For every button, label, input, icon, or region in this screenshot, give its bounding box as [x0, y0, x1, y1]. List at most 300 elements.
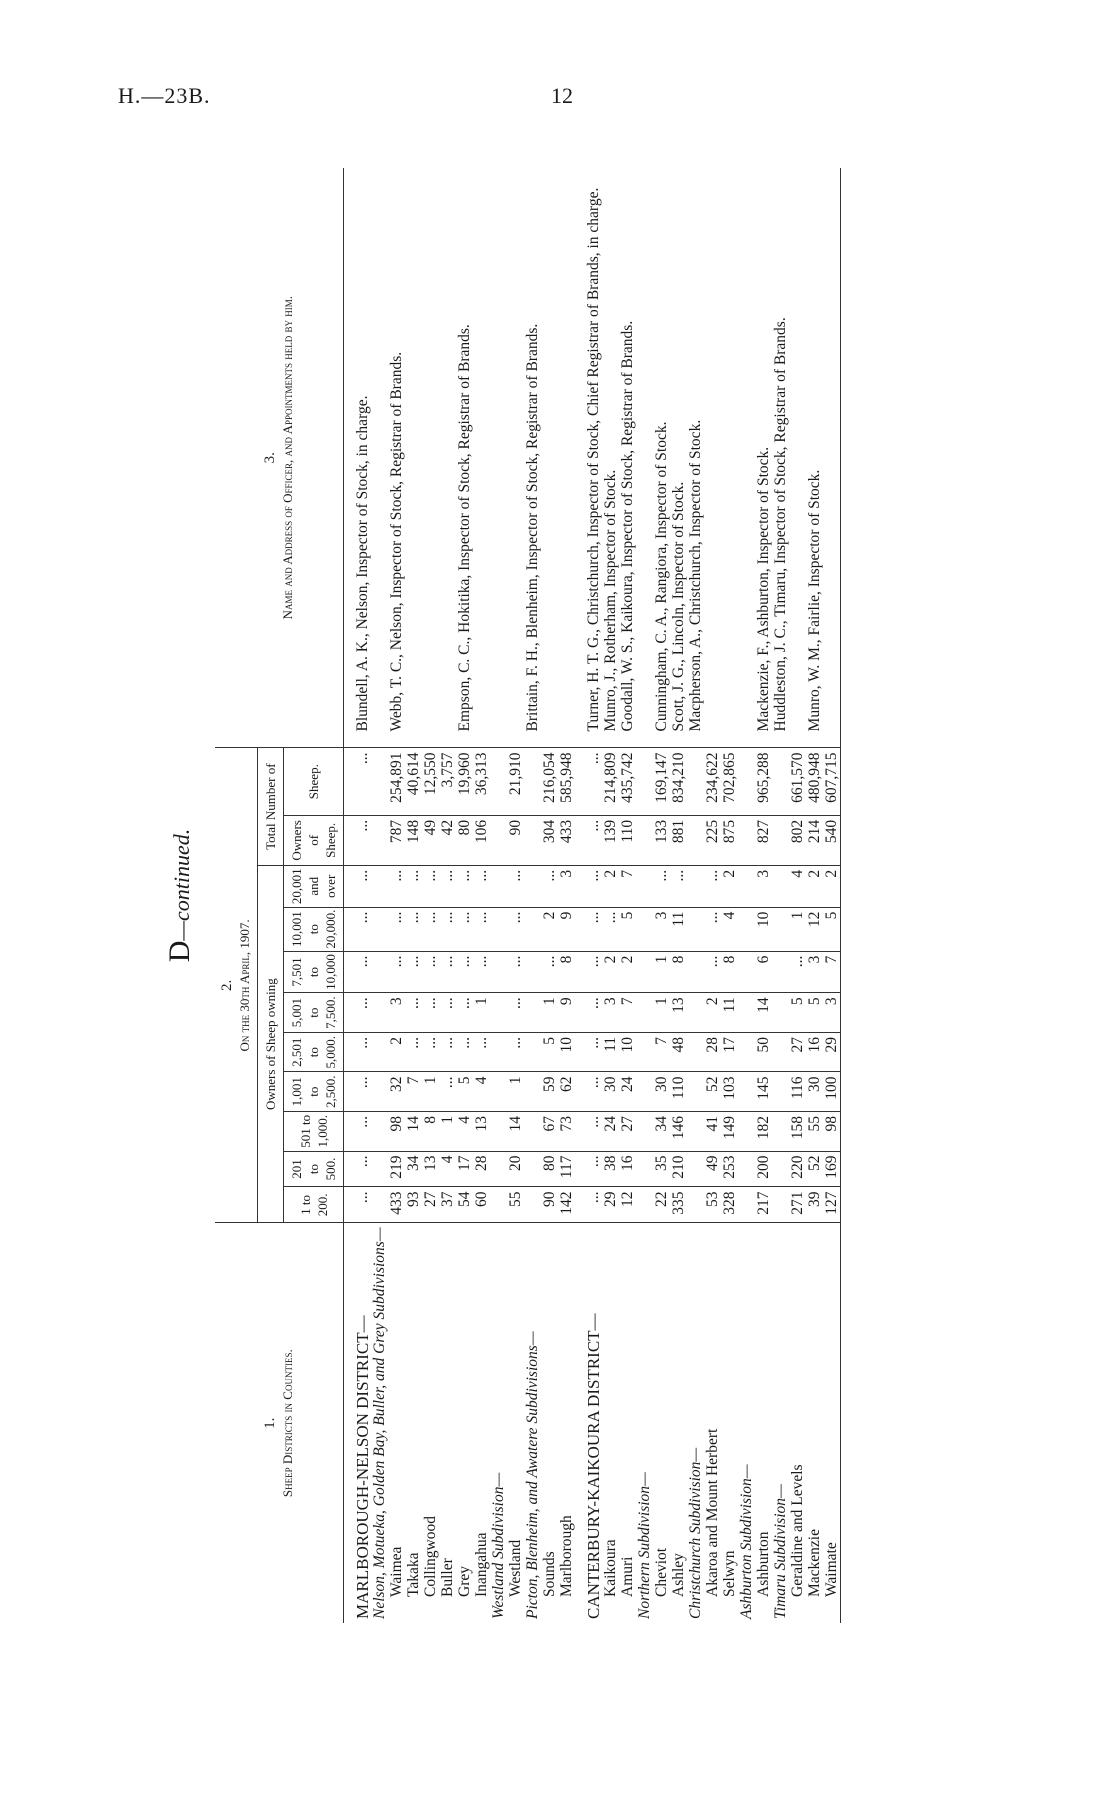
- subdivision-name: Westland Subdivision—: [490, 1223, 507, 1623]
- owners-range-cell: 9: [558, 993, 575, 1033]
- owners-range-cell: ...: [575, 1072, 602, 1112]
- owners-range-cell: 433: [388, 1187, 405, 1223]
- owners-range-cell: 12: [806, 907, 823, 951]
- district-name: CANTERBURY-KAIKOURA DISTRICT—: [575, 1223, 602, 1623]
- sheep-total-cell: 169,147: [653, 748, 670, 815]
- county-name: Buller: [439, 1223, 456, 1623]
- owners-total-cell: 802: [789, 815, 806, 865]
- owners-range-cell: [772, 907, 789, 951]
- county-name: Takaka: [405, 1223, 422, 1623]
- owners-range-cell: 146: [670, 1112, 687, 1152]
- owners-range-cell: ...: [473, 907, 490, 951]
- table-row: [524, 168, 541, 1623]
- owners-range-cell: [524, 907, 541, 951]
- owners-total-cell: [636, 815, 653, 865]
- owners-range-cell: [772, 1112, 789, 1152]
- county-name: Selwyn: [721, 1223, 738, 1623]
- sheep-total-cell: 661,570: [789, 748, 806, 815]
- owners-range-cell: 73: [558, 1112, 575, 1152]
- sheep-total-cell: 21,910: [507, 748, 524, 815]
- county-name: Kaikoura: [602, 1223, 619, 1623]
- owners-total-cell: 827: [755, 815, 772, 865]
- owners-range-cell: 98: [388, 1112, 405, 1152]
- subdivision-name: Ashburton Subdivision—: [738, 1223, 755, 1623]
- total-group-header: Total Number of: [258, 748, 284, 865]
- owners-range-cell: 34: [405, 1151, 422, 1187]
- officer-cell: Empson, C. C., Hokitika, Inspector of Stock, Registrar of Brands.: [456, 324, 473, 732]
- range-header: 10,001 to 20,000.: [284, 907, 344, 951]
- owners-range-cell: [636, 907, 653, 951]
- owners-range-cell: 16: [806, 1032, 823, 1072]
- county-name: Grey: [456, 1223, 473, 1623]
- owners-range-cell: [687, 951, 704, 993]
- owners-total-cell: 875: [721, 815, 738, 865]
- owners-range-cell: [490, 1072, 507, 1112]
- owners-range-cell: 2: [721, 865, 738, 907]
- owners-range-cell: [687, 1032, 704, 1072]
- sheep-total-cell: [524, 748, 541, 815]
- county-name: Akaroa and Mount Herbert: [704, 1223, 721, 1623]
- officer-cell: [738, 168, 755, 748]
- owners-range-cell: [687, 865, 704, 907]
- owners-range-cell: 17: [456, 1151, 473, 1187]
- owners-range-cell: 1: [473, 993, 490, 1033]
- officer-cell: Munro, J., Rotherham, Inspector of Stock.: [602, 469, 619, 732]
- owners-range-cell: 117: [558, 1151, 575, 1187]
- owners-range-cell: ...: [439, 1072, 456, 1112]
- officer-cell: [636, 168, 653, 748]
- owners-range-cell: [490, 1151, 507, 1187]
- owners-range-cell: 328: [721, 1187, 738, 1223]
- owners-range-cell: 7: [405, 1072, 422, 1112]
- owners-range-cell: ...: [456, 865, 473, 907]
- district-name: MARLBOROUGH-NELSON DISTRICT—: [344, 1223, 372, 1623]
- owners-range-cell: [772, 1151, 789, 1187]
- owners-total-cell: 110: [619, 815, 636, 865]
- owners-range-cell: 14: [507, 1112, 524, 1152]
- page-number: 12: [551, 83, 573, 108]
- owners-range-cell: [371, 1112, 388, 1152]
- owners-range-cell: ...: [422, 907, 439, 951]
- owners-range-cell: ...: [439, 951, 456, 993]
- owners-range-cell: 55: [507, 1187, 524, 1223]
- owners-range-cell: 12: [619, 1187, 636, 1223]
- range-header: 1,001 to 2,500.: [284, 1072, 344, 1112]
- table-row: [490, 168, 507, 1623]
- owners-range-cell: [772, 1187, 789, 1223]
- officer-cell: [721, 168, 738, 748]
- owners-range-cell: 52: [704, 1072, 721, 1112]
- owners-range-cell: ...: [575, 993, 602, 1033]
- table-row: [823, 168, 841, 1623]
- owners-range-cell: 11: [602, 1032, 619, 1072]
- rotated-table-page: [155, 168, 1025, 1623]
- owners-range-cell: 271: [789, 1187, 806, 1223]
- owners-range-cell: ...: [575, 951, 602, 993]
- owners-range-cell: 24: [602, 1112, 619, 1152]
- owners-range-cell: 2: [704, 993, 721, 1033]
- owners-range-cell: 182: [755, 1112, 772, 1152]
- owners-total-cell: ...: [344, 815, 372, 865]
- officer-cell: [789, 168, 806, 748]
- owners-range-cell: 2: [602, 865, 619, 907]
- owners-total-cell: [371, 815, 388, 865]
- owners-range-cell: [524, 1032, 541, 1072]
- county-name: Mackenzie: [806, 1223, 823, 1623]
- officer-cell: [473, 168, 490, 748]
- owners-total-cell: 139: [602, 815, 619, 865]
- sheep-total-header: Sheep.: [284, 748, 344, 815]
- subdivision-name: Picton, Blenheim, and Awatere Subdivisions—: [524, 1223, 541, 1623]
- owners-range-cell: ...: [473, 951, 490, 993]
- sheep-total-cell: [490, 748, 507, 815]
- sheep-total-cell: 607,715: [823, 748, 841, 815]
- owners-range-cell: 110: [670, 1072, 687, 1112]
- owners-total-cell: 214: [806, 815, 823, 865]
- owners-range-cell: [371, 1072, 388, 1112]
- col2-number: 2.: [219, 979, 235, 992]
- table-row: [806, 168, 823, 1623]
- owners-range-cell: 5: [823, 907, 841, 951]
- sheep-total-cell: 216,054: [541, 748, 558, 815]
- county-name: Waimate: [823, 1223, 841, 1623]
- table-row: [789, 168, 806, 1623]
- owners-range-cell: [371, 1187, 388, 1223]
- officer-cell: [823, 168, 841, 748]
- owners-range-cell: 80: [541, 1151, 558, 1187]
- officer-cell: Scott, J. G., Lincoln, Inspector of Stock.: [670, 481, 687, 732]
- sheep-total-cell: 435,742: [619, 748, 636, 815]
- owners-range-cell: ...: [507, 865, 524, 907]
- county-name: Amuri: [619, 1223, 636, 1623]
- owners-range-cell: 8: [422, 1112, 439, 1152]
- owners-range-cell: 60: [473, 1187, 490, 1223]
- owners-range-cell: [636, 951, 653, 993]
- county-name: Cheviot: [653, 1223, 670, 1623]
- col1-title: Sheep Districts in Counties.: [280, 1349, 295, 1498]
- owners-range-cell: 103: [721, 1072, 738, 1112]
- owners-range-cell: 7: [619, 865, 636, 907]
- owners-range-cell: 27: [789, 1032, 806, 1072]
- owners-range-cell: 35: [653, 1151, 670, 1187]
- owners-range-cell: ...: [507, 1032, 524, 1072]
- owners-range-cell: 6: [755, 951, 772, 993]
- owners-range-cell: [738, 1151, 755, 1187]
- owners-range-cell: [490, 1112, 507, 1152]
- owners-range-cell: ...: [653, 865, 670, 907]
- owners-range-cell: [524, 1151, 541, 1187]
- officer-cell: Goodall, W. S., Kaikoura, Inspector of Stock, Registrar of Brands.: [619, 320, 636, 732]
- officer-cell: [704, 168, 721, 748]
- owners-range-cell: ...: [344, 1112, 372, 1152]
- owners-total-header: Owners of Sheep.: [284, 815, 344, 865]
- owners-range-cell: 39: [806, 1187, 823, 1223]
- owners-range-cell: [772, 1072, 789, 1112]
- owners-range-cell: ...: [344, 1151, 372, 1187]
- col3-title: Name and Address of Officer, and Appointments held by him.: [280, 296, 295, 620]
- owners-range-cell: 20: [507, 1151, 524, 1187]
- range-header: 201 to 500.: [284, 1151, 344, 1187]
- owners-range-cell: 62: [558, 1072, 575, 1112]
- owners-range-cell: [738, 1112, 755, 1152]
- county-name: Ashley: [670, 1223, 687, 1623]
- sheep-total-cell: [772, 748, 789, 815]
- owners-range-cell: 11: [721, 993, 738, 1033]
- owners-range-cell: 1: [653, 993, 670, 1033]
- sheep-total-cell: 585,948: [558, 748, 575, 815]
- owners-range-cell: 27: [422, 1187, 439, 1223]
- owners-range-cell: 8: [721, 951, 738, 993]
- sheep-total-cell: 40,614: [405, 748, 422, 815]
- owners-range-cell: 22: [653, 1187, 670, 1223]
- owners-range-cell: ...: [473, 865, 490, 907]
- owners-range-cell: [772, 951, 789, 993]
- owners-range-cell: 4: [473, 1072, 490, 1112]
- owners-range-cell: 53: [704, 1187, 721, 1223]
- owners-range-cell: 13: [670, 993, 687, 1033]
- owners-range-cell: ...: [388, 951, 405, 993]
- owners-range-cell: 11: [670, 907, 687, 951]
- range-header: 7,501 to 10,000: [284, 951, 344, 993]
- owners-range-cell: ...: [422, 951, 439, 993]
- table-row: [405, 168, 422, 1623]
- owners-range-cell: 93: [405, 1187, 422, 1223]
- owners-range-cell: ...: [575, 1032, 602, 1072]
- sheep-total-cell: 19,960: [456, 748, 473, 815]
- section-title: [163, 168, 197, 1623]
- owners-range-cell: 28: [704, 1032, 721, 1072]
- section-continued: —continued.: [169, 828, 194, 941]
- owners-total-cell: 49: [422, 815, 439, 865]
- owners-total-cell: [772, 815, 789, 865]
- sheep-total-cell: 480,948: [806, 748, 823, 815]
- owners-range-cell: ...: [344, 951, 372, 993]
- owners-range-cell: ...: [439, 993, 456, 1033]
- owners-range-cell: ...: [704, 865, 721, 907]
- owners-range-cell: 4: [721, 907, 738, 951]
- range-header: 2,501 to 5,000.: [284, 1032, 344, 1072]
- owners-range-cell: 149: [721, 1112, 738, 1152]
- owners-range-cell: 3: [823, 993, 841, 1033]
- county-name: Ashburton: [755, 1223, 772, 1623]
- owners-range-cell: ...: [704, 951, 721, 993]
- officer-cell: Cunningham, C. A., Rangiora, Inspector of Stock.: [653, 421, 670, 732]
- owners-range-cell: 90: [541, 1187, 558, 1223]
- owners-range-cell: ...: [422, 993, 439, 1033]
- owners-total-cell: [524, 815, 541, 865]
- owners-range-cell: 8: [558, 951, 575, 993]
- owners-range-cell: 2: [541, 907, 558, 951]
- table-row: [636, 168, 653, 1623]
- owners-range-cell: 52: [806, 1151, 823, 1187]
- owners-range-cell: ...: [344, 1072, 372, 1112]
- owners-range-cell: 4: [456, 1112, 473, 1152]
- sheep-total-cell: [371, 748, 388, 815]
- owners-range-cell: 142: [558, 1187, 575, 1223]
- owners-range-cell: 5: [456, 1072, 473, 1112]
- owners-range-cell: ...: [344, 993, 372, 1033]
- owners-range-cell: [738, 1032, 755, 1072]
- owners-range-cell: 4: [439, 1151, 456, 1187]
- owners-range-cell: [636, 1151, 653, 1187]
- owners-range-cell: [636, 1072, 653, 1112]
- owners-range-cell: ...: [405, 865, 422, 907]
- owners-range-cell: [524, 1112, 541, 1152]
- table-row: [456, 168, 473, 1623]
- owners-range-cell: [636, 1187, 653, 1223]
- sheep-total-cell: [636, 748, 653, 815]
- owners-total-cell: 433: [558, 815, 575, 865]
- table-row: [388, 168, 405, 1623]
- sheep-total-cell: 3,757: [439, 748, 456, 815]
- table-row: [507, 168, 524, 1623]
- owners-range-cell: 100: [823, 1072, 841, 1112]
- owners-range-cell: 48: [670, 1032, 687, 1072]
- officer-cell: Blundell, A. K., Nelson, Inspector of Stock, in charge.: [354, 395, 371, 732]
- officer-cell: Brittain, F. H., Blenheim, Inspector of Stock, Registrar of Brands.: [524, 323, 541, 732]
- sheep-total-cell: [687, 748, 704, 815]
- owners-range-cell: ...: [507, 907, 524, 951]
- owners-total-cell: 133: [653, 815, 670, 865]
- owners-range-cell: [636, 865, 653, 907]
- owners-range-cell: ...: [575, 1151, 602, 1187]
- officer-cell: Mackenzie, F., Ashburton, Inspector of Stock.: [755, 446, 772, 732]
- owners-range-cell: 7: [823, 951, 841, 993]
- sheep-total-cell: 834,210: [670, 748, 687, 815]
- owners-range-cell: 13: [473, 1112, 490, 1152]
- owners-range-cell: ...: [439, 907, 456, 951]
- owners-range-cell: 145: [755, 1072, 772, 1112]
- owners-range-cell: 7: [619, 993, 636, 1033]
- owners-range-cell: ...: [422, 865, 439, 907]
- owners-range-cell: [687, 1072, 704, 1112]
- owners-range-cell: 8: [670, 951, 687, 993]
- owners-range-cell: ...: [575, 1112, 602, 1152]
- officer-cell: Munro, W. M., Fairlie, Inspector of Stock.: [806, 469, 823, 732]
- owners-range-cell: [371, 993, 388, 1033]
- owners-range-cell: [687, 993, 704, 1033]
- owners-range-cell: 37: [439, 1187, 456, 1223]
- owners-total-cell: [738, 815, 755, 865]
- owners-range-cell: 2: [619, 951, 636, 993]
- owners-range-cell: 32: [388, 1072, 405, 1112]
- owners-range-cell: [490, 993, 507, 1033]
- range-header: 501 to 1,000.: [284, 1112, 344, 1152]
- owners-range-cell: 30: [653, 1072, 670, 1112]
- col1-header: [215, 1223, 344, 1623]
- owners-range-cell: 38: [602, 1151, 619, 1187]
- subdivision-name: Northern Subdivision—: [636, 1223, 653, 1623]
- owners-range-cell: 1: [653, 951, 670, 993]
- owners-range-cell: ...: [344, 1187, 372, 1223]
- owners-range-cell: 29: [823, 1032, 841, 1072]
- owners-range-cell: 27: [619, 1112, 636, 1152]
- owners-range-cell: [738, 865, 755, 907]
- owners-range-cell: ...: [541, 951, 558, 993]
- officer-cell: Macpherson, A., Christchurch, Inspector of Stock.: [687, 419, 704, 732]
- owners-range-cell: 1: [507, 1072, 524, 1112]
- owners-range-cell: [772, 1032, 789, 1072]
- owners-range-cell: [687, 1112, 704, 1152]
- owners-range-cell: [524, 1072, 541, 1112]
- owners-range-cell: 29: [602, 1187, 619, 1223]
- owners-range-cell: 169: [823, 1151, 841, 1187]
- owners-range-cell: 1: [439, 1112, 456, 1152]
- table-row: [473, 168, 490, 1623]
- owners-range-cell: [524, 1187, 541, 1223]
- owners-range-cell: ...: [344, 1032, 372, 1072]
- owners-range-cell: ...: [575, 907, 602, 951]
- owners-range-cell: [738, 993, 755, 1033]
- owners-range-cell: 10: [558, 1032, 575, 1072]
- owners-range-cell: 2: [806, 865, 823, 907]
- owners-total-cell: 80: [456, 815, 473, 865]
- owners-range-cell: 217: [755, 1187, 772, 1223]
- owners-range-cell: 3: [755, 865, 772, 907]
- sheep-total-cell: 214,809: [602, 748, 619, 815]
- owners-range-cell: 253: [721, 1151, 738, 1187]
- owners-range-cell: [371, 1151, 388, 1187]
- owners-total-cell: 42: [439, 815, 456, 865]
- owners-range-cell: 13: [422, 1151, 439, 1187]
- owners-range-cell: 5: [541, 1032, 558, 1072]
- county-name: Inangahua: [473, 1223, 490, 1623]
- owners-range-cell: [738, 1187, 755, 1223]
- range-header: 1 to 200.: [284, 1187, 344, 1223]
- owners-range-cell: 3: [602, 993, 619, 1033]
- owners-total-cell: 304: [541, 815, 558, 865]
- owners-range-cell: 2: [602, 951, 619, 993]
- table-row: [653, 168, 670, 1623]
- owners-range-cell: [371, 865, 388, 907]
- sheep-total-cell: 234,622: [704, 748, 721, 815]
- owners-range-cell: 2: [388, 1032, 405, 1072]
- table-row: [602, 168, 619, 1623]
- officer-cell: [541, 168, 558, 748]
- owners-range-cell: 10: [755, 907, 772, 951]
- owners-range-cell: [490, 907, 507, 951]
- owners-range-cell: 98: [823, 1112, 841, 1152]
- owners-range-cell: ...: [405, 993, 422, 1033]
- table-row: [670, 168, 687, 1623]
- range-header: 20,001 and over: [284, 865, 344, 907]
- table-row: [371, 168, 388, 1623]
- sheep-total-cell: 12,550: [422, 748, 439, 815]
- subdivision-name: Nelson, Motueka, Golden Bay, Buller, and Grey Subdivisions—: [371, 1223, 388, 1623]
- owners-range-cell: 28: [473, 1151, 490, 1187]
- owners-range-cell: [371, 907, 388, 951]
- page-reference: H.—23B.: [118, 83, 211, 108]
- table-row: [619, 168, 636, 1623]
- owners-range-cell: 10: [619, 1032, 636, 1072]
- owners-range-cell: 4: [789, 865, 806, 907]
- sheep-owners-table: [215, 168, 841, 1623]
- owners-range-cell: 1: [789, 907, 806, 951]
- col3-number: 3.: [262, 452, 278, 464]
- table-row: [755, 168, 772, 1623]
- owners-range-cell: [371, 951, 388, 993]
- owners-total-cell: 787: [388, 815, 405, 865]
- owners-range-cell: [490, 1032, 507, 1072]
- owners-range-cell: ...: [507, 993, 524, 1033]
- owners-range-cell: ...: [575, 1187, 602, 1223]
- owners-range-cell: ...: [473, 1032, 490, 1072]
- owners-range-cell: 3: [388, 993, 405, 1033]
- owners-range-cell: 220: [789, 1151, 806, 1187]
- sheep-total-cell: 965,288: [755, 748, 772, 815]
- owners-total-cell: 540: [823, 815, 841, 865]
- owners-range-cell: [490, 865, 507, 907]
